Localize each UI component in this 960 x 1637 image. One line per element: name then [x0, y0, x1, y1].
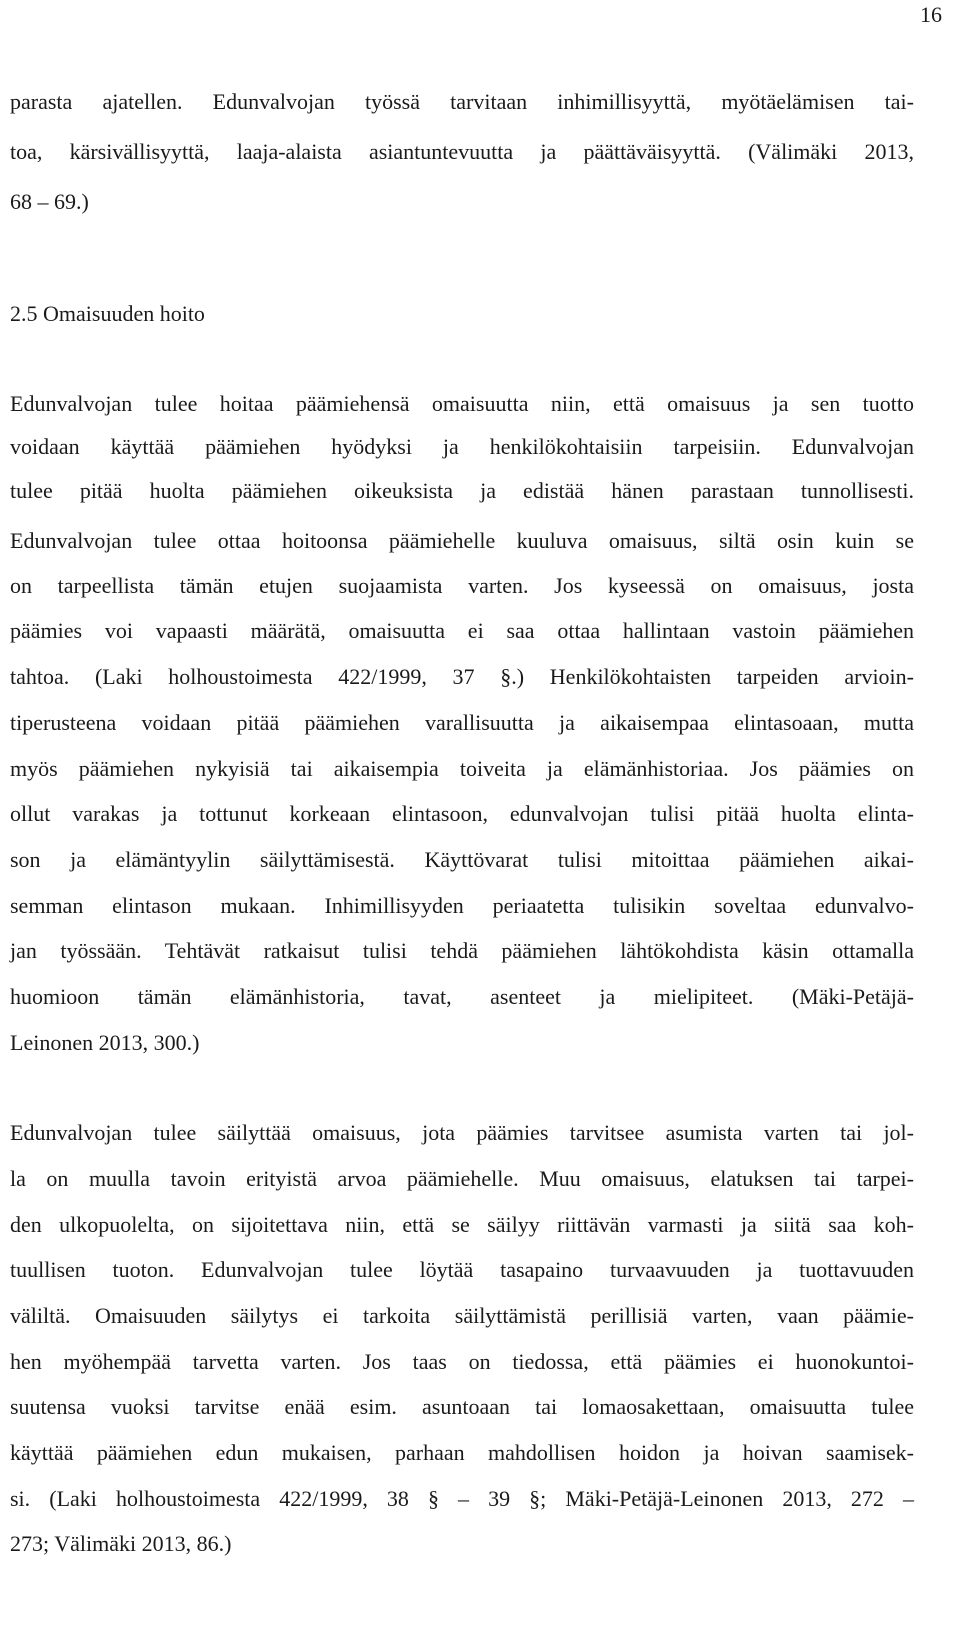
text-line: tahtoa. (Laki holhoustoimesta 422/1999, 37 §.) Henkilökohtaisten tarpeiden arvioin- — [10, 664, 914, 689]
text-line: ollut varakas ja tottunut korkeaan elintasoon, edunvalvojan tulisi pitää huolta elinta- — [10, 801, 914, 826]
text-line: jan työssään. Tehtävät ratkaisut tulisi tehdä päämiehen lähtökohdista käsin ottamalla — [10, 938, 914, 963]
text-line: hen myöhempää tarvetta varten. Jos taas on tiedossa, että päämies ei huonokuntoi- — [10, 1349, 914, 1374]
text-line: päämies voi vapaasti määrätä, omaisuutta ei saa ottaa hallintaan vastoin päämiehen — [10, 618, 914, 643]
text-line: väliltä. Omaisuuden säilytys ei tarkoita säilyttämistä perillisiä varten, vaan päämie- — [10, 1303, 914, 1328]
text-line: Edunvalvojan tulee ottaa hoitoonsa päämiehelle kuuluva omaisuus, siltä osin kuin se — [10, 528, 914, 553]
text-line: 68 – 69.) — [10, 189, 89, 214]
text-line: parasta ajatellen. Edunvalvojan työssä tarvitaan inhimillisyyttä, myötäelämisen tai- — [10, 89, 914, 114]
text-line: son ja elämäntyylin säilyttämisestä. Käyttövarat tulisi mitoittaa päämiehen aikai- — [10, 847, 914, 872]
text-line: tuullisen tuoton. Edunvalvojan tulee löytää tasapaino turvaavuuden ja tuottavuuden — [10, 1257, 914, 1282]
text-line: on tarpeellista tämän etujen suojaamista varten. Jos kyseessä on omaisuus, josta — [10, 573, 914, 598]
text-line: si. (Laki holhoustoimesta 422/1999, 38 § – 39 §; Mäki-Petäjä-Leinonen 2013, 272 – — [10, 1486, 914, 1511]
text-line: voidaan käyttää päämiehen hyödyksi ja henkilökohtaisiin tarpeisiin. Edunvalvojan — [10, 434, 914, 459]
text-line: tiperusteena voidaan pitää päämiehen varallisuutta ja aikaisempaa elintasoaan, mutta — [10, 710, 914, 735]
text-line: huomioon tämän elämänhistoria, tavat, asenteet ja mielipiteet. (Mäki-Petäjä- — [10, 984, 914, 1009]
text-line: tulee pitää huolta päämiehen oikeuksista ja edistää hänen parastaan tunnollisesti. — [10, 478, 914, 503]
text-line: 273; Välimäki 2013, 86.) — [10, 1531, 232, 1556]
section-heading: 2.5 Omaisuuden hoito — [10, 301, 205, 326]
text-line: la on muulla tavoin erityistä arvoa päämiehelle. Muu omaisuus, elatuksen tai tarpei- — [10, 1166, 914, 1191]
text-line: toa, kärsivällisyyttä, laaja-alaista asiantuntevuutta ja päättäväisyyttä. (Välimäki 2013, — [10, 139, 914, 164]
text-line: Edunvalvojan tulee säilyttää omaisuus, jota päämies tarvitsee asumista varten tai jol- — [10, 1120, 914, 1145]
text-line: Leinonen 2013, 300.) — [10, 1030, 200, 1055]
text-line: myös päämiehen nykyisiä tai aikaisempia toiveita ja elämänhistoriaa. Jos päämies on — [10, 756, 914, 781]
text-line: semman elintason mukaan. Inhimillisyyden periaatetta tulisikin soveltaa edunvalvo- — [10, 893, 914, 918]
text-line: den ulkopuolelta, on sijoitettava niin, että se säilyy riittävän varmasti ja siitä saa koh- — [10, 1212, 914, 1237]
text-line: suutensa vuoksi tarvitse enää esim. asuntoaan tai lomaosakettaan, omaisuutta tulee — [10, 1394, 914, 1419]
text-line: käyttää päämiehen edun mukaisen, parhaan mahdollisen hoidon ja hoivan saamisek- — [10, 1440, 914, 1465]
page-number: 16 — [920, 2, 942, 27]
text-line: Edunvalvojan tulee hoitaa päämiehensä omaisuutta niin, että omaisuus ja sen tuotto — [10, 391, 914, 416]
